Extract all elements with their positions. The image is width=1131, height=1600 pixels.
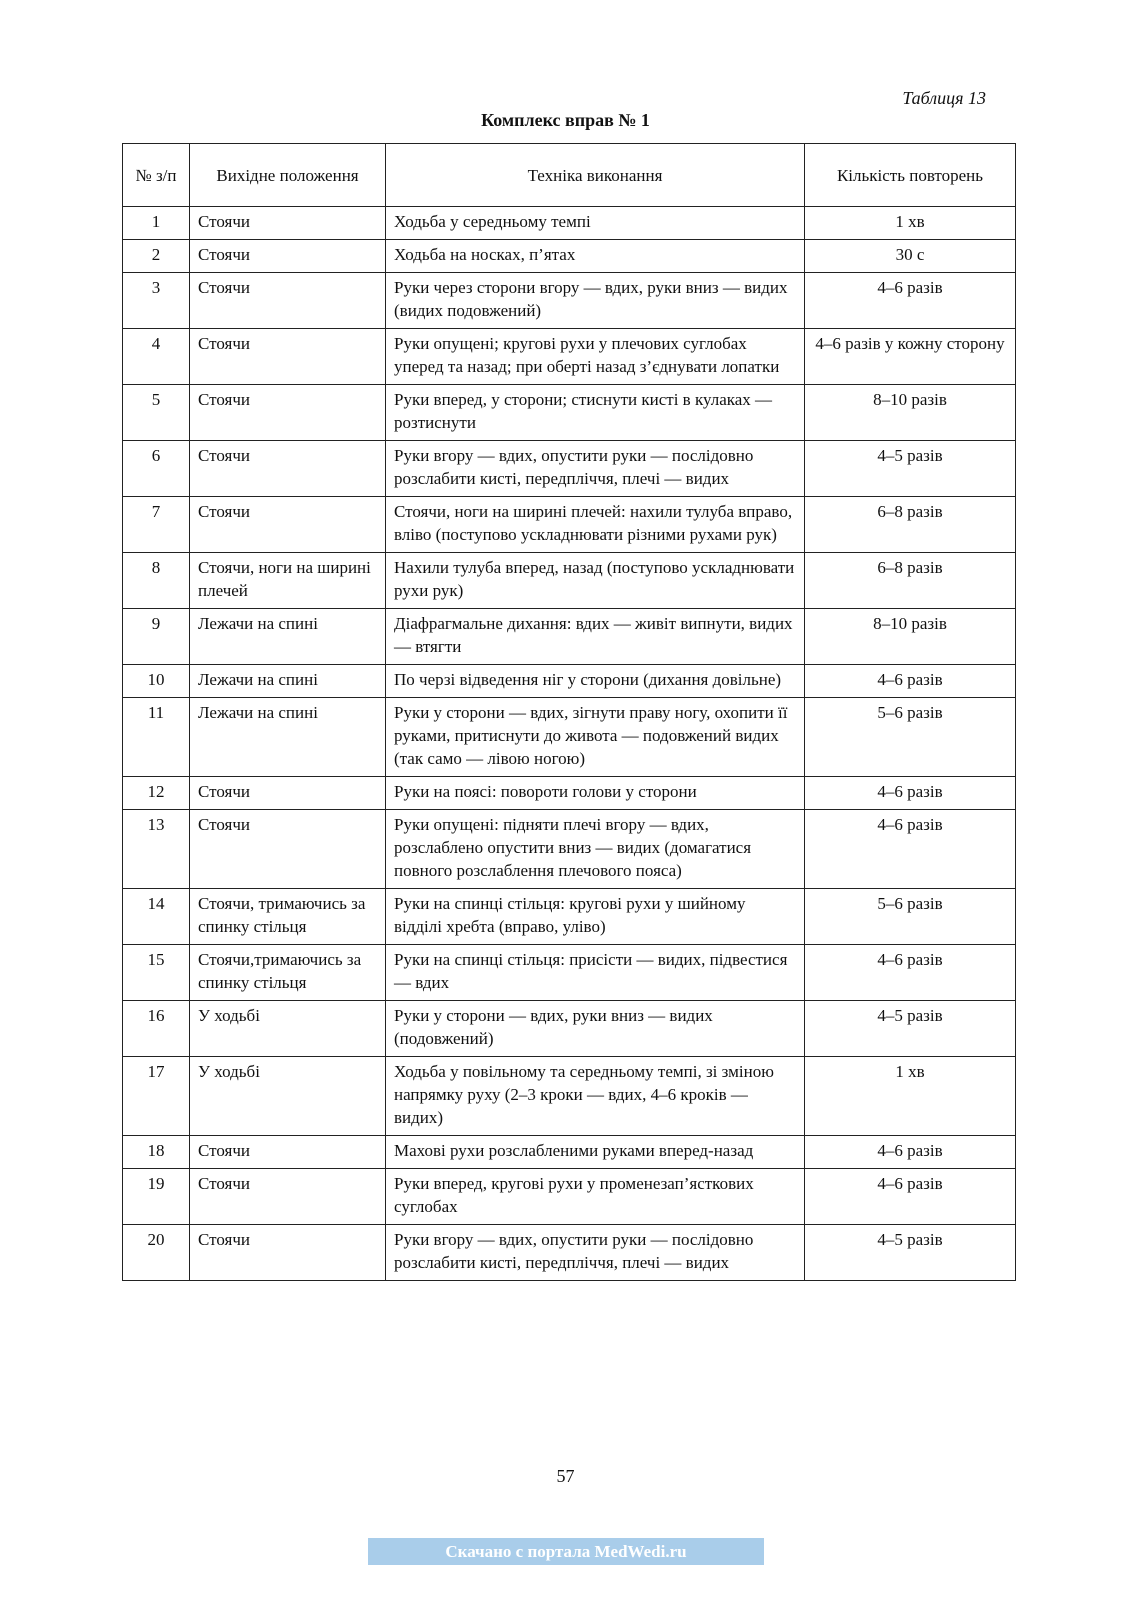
row-num: 14 bbox=[123, 889, 190, 945]
row-count: 6–8 разів bbox=[805, 497, 1016, 553]
row-technique: Руки на поясі: повороти голови у сторони bbox=[386, 777, 805, 810]
row-count: 4–6 разів bbox=[805, 1169, 1016, 1225]
row-technique: Руки через сторони вгору — вдих, руки вниз — видих (видих подовжений) bbox=[386, 273, 805, 329]
row-count: 4–6 разів bbox=[805, 1136, 1016, 1169]
row-technique: Руки у сторони — вдих, зігнути праву ногу, охопити її руками, притиснути до живота — подовжений видих (так само — лівою ногою) bbox=[386, 698, 805, 777]
header-num: № з/п bbox=[123, 144, 190, 207]
row-technique: Руки опущені; кругові рухи у плечових суглобах уперед та назад; при оберті назад з’єднувати лопатки bbox=[386, 329, 805, 385]
row-technique: Ходьба у середньому темпі bbox=[386, 207, 805, 240]
row-technique: Ходьба у повільному та середньому темпі, зі зміною напрямку руху (2–3 кроки — вдих, 4–6 кроків — видих) bbox=[386, 1057, 805, 1136]
row-num: 11 bbox=[123, 698, 190, 777]
table-row bbox=[123, 240, 1016, 273]
table-row bbox=[123, 889, 1016, 945]
row-technique: Руки опущені: підняти плечі вгору — вдих, розслаблено опустити вниз — видих (домагатися повного розслаблення плечового пояса) bbox=[386, 810, 805, 889]
row-position: Стоячи,тримаючись за спинку стільця bbox=[190, 945, 386, 1001]
table-row bbox=[123, 441, 1016, 497]
row-count: 30 с bbox=[805, 240, 1016, 273]
row-technique: Руки вгору — вдих, опустити руки — послідовно розслабити кисті, передпліччя, плечі — видих bbox=[386, 1225, 805, 1281]
row-num: 3 bbox=[123, 273, 190, 329]
table-row bbox=[123, 1169, 1016, 1225]
row-position: Стоячи bbox=[190, 810, 386, 889]
row-num: 8 bbox=[123, 553, 190, 609]
row-count: 4–6 разів bbox=[805, 777, 1016, 810]
table-row bbox=[123, 810, 1016, 889]
row-num: 12 bbox=[123, 777, 190, 810]
row-count: 5–6 разів bbox=[805, 698, 1016, 777]
row-count: 4–5 разів bbox=[805, 1225, 1016, 1281]
row-position: Стоячи bbox=[190, 240, 386, 273]
row-num: 10 bbox=[123, 665, 190, 698]
table-title: Комплекс вправ № 1 bbox=[481, 110, 650, 130]
row-technique: Діафрагмальне дихання: вдих — живіт випнути, видих — втягти bbox=[386, 609, 805, 665]
table-row bbox=[123, 945, 1016, 1001]
row-position: У ходьбі bbox=[190, 1001, 386, 1057]
row-count: 4–6 разів bbox=[805, 810, 1016, 889]
row-count: 4–6 разів bbox=[805, 273, 1016, 329]
row-num: 18 bbox=[123, 1136, 190, 1169]
table-row bbox=[123, 207, 1016, 240]
row-count: 4–6 разів bbox=[805, 945, 1016, 1001]
table-row bbox=[123, 777, 1016, 810]
row-technique: Руки вперед, у сторони; стиснути кисті в кулаках — розтиснути bbox=[386, 385, 805, 441]
row-technique: Руки вгору — вдих, опустити руки — послідовно розслабити кисті, передпліччя, плечі — видих bbox=[386, 441, 805, 497]
row-technique: Стоячи, ноги на ширині плечей: нахили тулуба вправо, вліво (поступово ускладнювати різними рухами рук) bbox=[386, 497, 805, 553]
row-technique: По черзі відведення ніг у сторони (дихання довільне) bbox=[386, 665, 805, 698]
row-position: Стоячи bbox=[190, 329, 386, 385]
table-row bbox=[123, 609, 1016, 665]
row-technique: Ходьба на носках, п’ятах bbox=[386, 240, 805, 273]
row-num: 19 bbox=[123, 1169, 190, 1225]
row-count: 5–6 разів bbox=[805, 889, 1016, 945]
row-num: 4 bbox=[123, 329, 190, 385]
row-position: У ходьбі bbox=[190, 1057, 386, 1136]
row-position: Стоячи bbox=[190, 1169, 386, 1225]
row-position: Стоячи, ноги на ширині плечей bbox=[190, 553, 386, 609]
row-position: Стоячи bbox=[190, 777, 386, 810]
table-row bbox=[123, 1136, 1016, 1169]
header-position: Вихідне положення bbox=[190, 144, 386, 207]
table-number-label: Таблиця 13 bbox=[902, 88, 986, 108]
row-technique: Нахили тулуба вперед, назад (поступово ускладнювати рухи рук) bbox=[386, 553, 805, 609]
table-row bbox=[123, 385, 1016, 441]
row-count: 8–10 разів bbox=[805, 385, 1016, 441]
row-position: Стоячи bbox=[190, 497, 386, 553]
row-num: 15 bbox=[123, 945, 190, 1001]
table-row bbox=[123, 329, 1016, 385]
row-technique: Махові рухи розслабленими руками вперед-назад bbox=[386, 1136, 805, 1169]
row-position: Лежачи на спині bbox=[190, 698, 386, 777]
table-row bbox=[123, 665, 1016, 698]
table-row bbox=[123, 1057, 1016, 1136]
row-position: Стоячи bbox=[190, 1136, 386, 1169]
table-row bbox=[123, 497, 1016, 553]
table-header-row bbox=[123, 144, 1016, 207]
table-row bbox=[123, 273, 1016, 329]
row-position: Стоячи, тримаючись за спинку стільця bbox=[190, 889, 386, 945]
table-row bbox=[123, 1001, 1016, 1057]
row-technique: Руки на спинці стільця: кругові рухи у шийному відділі хребта (вправо, уліво) bbox=[386, 889, 805, 945]
row-count: 4–6 разів bbox=[805, 665, 1016, 698]
header-technique: Техніка виконання bbox=[386, 144, 805, 207]
row-count: 1 хв bbox=[805, 1057, 1016, 1136]
row-position: Лежачи на спині bbox=[190, 609, 386, 665]
row-count: 4–6 разів у кожну сторону bbox=[805, 329, 1016, 385]
row-count: 6–8 разів bbox=[805, 553, 1016, 609]
watermark-banner: Скачано с портала MedWedi.ru bbox=[368, 1538, 764, 1565]
row-num: 2 bbox=[123, 240, 190, 273]
row-position: Стоячи bbox=[190, 441, 386, 497]
page-number: 57 bbox=[556, 1466, 575, 1486]
row-num: 13 bbox=[123, 810, 190, 889]
row-num: 7 bbox=[123, 497, 190, 553]
row-count: 1 хв bbox=[805, 207, 1016, 240]
exercise-table bbox=[122, 143, 1016, 1281]
table-row bbox=[123, 698, 1016, 777]
row-num: 17 bbox=[123, 1057, 190, 1136]
row-num: 1 bbox=[123, 207, 190, 240]
table-row bbox=[123, 1225, 1016, 1281]
table-row bbox=[123, 553, 1016, 609]
row-position: Стоячи bbox=[190, 385, 386, 441]
row-position: Стоячи bbox=[190, 1225, 386, 1281]
row-count: 4–5 разів bbox=[805, 441, 1016, 497]
row-technique: Руки вперед, кругові рухи у променезап’ясткових суглобах bbox=[386, 1169, 805, 1225]
row-num: 5 bbox=[123, 385, 190, 441]
row-num: 9 bbox=[123, 609, 190, 665]
row-num: 20 bbox=[123, 1225, 190, 1281]
row-position: Стоячи bbox=[190, 207, 386, 240]
row-count: 4–5 разів bbox=[805, 1001, 1016, 1057]
row-technique: Руки у сторони — вдих, руки вниз — видих (подовжений) bbox=[386, 1001, 805, 1057]
row-num: 16 bbox=[123, 1001, 190, 1057]
row-num: 6 bbox=[123, 441, 190, 497]
header-count: Кількість повторень bbox=[805, 144, 1016, 207]
row-technique: Руки на спинці стільця: присісти — видих, підвестися — вдих bbox=[386, 945, 805, 1001]
row-position: Стоячи bbox=[190, 273, 386, 329]
row-count: 8–10 разів bbox=[805, 609, 1016, 665]
row-position: Лежачи на спині bbox=[190, 665, 386, 698]
